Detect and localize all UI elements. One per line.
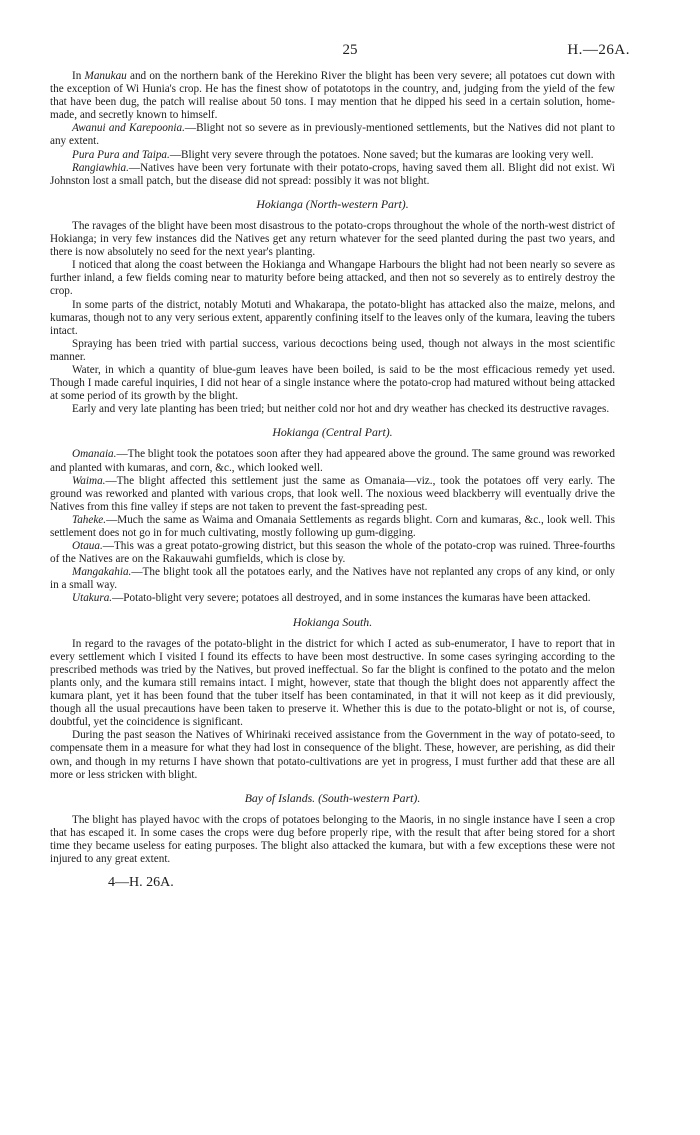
report-section	[50, 616, 615, 782]
paragraph	[50, 540, 615, 566]
paragraph	[50, 448, 615, 474]
paragraph-text: I noticed that along the coast between the Hokianga and Whangape Harbours the blight had not been nearly so severe as further inland, a few fields coming near to maturity before being attacked, and then not so severely as to entirely destroy the crop.	[50, 259, 615, 298]
paragraph	[50, 592, 615, 605]
paragraph-text: —Potato-blight very severe; potatoes all destroyed, and in some instances the kumaras have been attacked.	[112, 592, 591, 605]
paragraph	[50, 729, 615, 781]
place-name: Waima.	[72, 474, 106, 487]
paragraph-text: —Blight not so severe as in previously-mentioned settlements, but the Natives did not plant to any extent.	[50, 122, 616, 148]
paragraph-text: —Much the same as Waima and Omanaia Settlements as regards blight. Corn and kumaras, &c., look well. This settlement does not go in for much cultivating, mostly following up gum-digging.	[50, 513, 615, 539]
paragraph	[50, 299, 615, 338]
paragraph-text: —Blight very severe through the potatoes. None saved; but the kumaras are looking very well.	[169, 148, 594, 161]
place-name: Pura Pura and Taipa.	[72, 148, 170, 161]
paragraph	[50, 220, 615, 259]
paragraph-text: Early and very late planting has been tried; but neither cold nor hot and dry weather has checked its destructive ravages.	[72, 403, 610, 416]
paragraph	[50, 566, 615, 592]
signature-mark: 4—H. 26A.	[108, 875, 174, 891]
paragraph-text: —The blight affected this settlement just the same as Omanaia—viz., took the potatoes off very early. The ground was reworked and planted with various crops, that look well. The noxious weed blackberry will eventually drive the Natives from this fine valley if steps are not taken to prevent the fast-spreading pest.	[50, 474, 615, 513]
paragraph	[50, 122, 615, 148]
paragraph-lead: In	[72, 70, 85, 82]
place-name: Mangakahia.	[72, 566, 132, 579]
paragraph-text: The blight has played havoc with the crops of potatoes belonging to the Maoris, in no single instance have I seen a crop that has escaped it. In some cases the crops were dug before properly ripe, with the result that after being stored for a short time they became useless for eating purposes. The blight also attacked the kumara, but with a few exceptions these were not injured to any great extent.	[50, 813, 615, 866]
report-section	[50, 70, 615, 188]
document-code: H.—26A.	[567, 42, 630, 58]
section-heading: Hokianga (North-western Part).	[256, 196, 409, 211]
paragraph	[50, 638, 615, 730]
report-section	[50, 792, 615, 866]
place-name: Otaua.	[72, 540, 103, 553]
section-heading: Hokianga (Central Part).	[272, 425, 393, 440]
paragraph	[50, 514, 615, 540]
page-number: 25	[342, 42, 358, 58]
paragraph	[50, 149, 615, 162]
paragraph-text: During the past season the Natives of Whirinaki received assistance from the Government in the way of potato-seed, to compensate them in a measure for what they had lost in consequence of the blight. These, however, are perishing, as did their own, and though in my returns I have shown that potato-cultivations are yet in progress, I must further add that these are all more or less stricken with blight.	[50, 729, 615, 781]
paragraph	[50, 70, 615, 122]
report-section	[50, 198, 615, 417]
document-body	[50, 70, 615, 889]
paragraph-text: —The blight took the potatoes soon after they had appeared above the ground. The same ground was reworked and planted with kumaras, and corn, &c., which looked well.	[50, 448, 615, 474]
paragraph-text: In some parts of the district, notably Motuti and Whakarapa, the potato-blight has attacked also the maize, melons, and kumaras, though not to any very serious extent, apparently confining itself to the leaves only of the kumara, leaving the tubers intact.	[50, 298, 615, 337]
paragraph	[50, 364, 615, 403]
place-name: Omanaia.	[72, 448, 117, 461]
report-section	[50, 426, 615, 605]
paragraph-text: Spraying has been tried with partial success, various decoctions being used, though not always in the most scientific manner.	[50, 337, 615, 363]
paragraph-text: —This was a great potato-growing district, but this season the whole of the potato-crop was ruined. Three-fourths of the Natives are on the Rakauwahi gumfields, which is close by.	[50, 540, 615, 566]
place-name: Rangiawhia.	[72, 161, 129, 174]
paragraph	[50, 338, 615, 364]
section-heading: Hokianga South.	[292, 614, 373, 629]
paragraph-text: and on the northern bank of the Herekino River the blight has been very severe; all potatoes cut down with the exception of Wi Hunia's crop. He has the finest show of potatotops in the country, and, judging from the yield of the few that have been dug, the patch will realise about 50 tons. I may mention that he dipped his seed in a certain solution, home-made, and secretly known to himself.	[50, 70, 615, 122]
place-name: Awanui and Karepoonia.	[72, 122, 185, 135]
paragraph	[50, 259, 615, 298]
paragraph	[50, 162, 615, 188]
paragraph	[50, 475, 615, 514]
place-name: Manukau	[84, 70, 127, 82]
place-name: Taheke.	[72, 513, 107, 526]
paragraph-text: The ravages of the blight have been most disastrous to the potato-crops throughout the whole of the north-west district of Hokianga; in very few instances did the Natives get any return whatever for the seed planted during the past two years, and there is now absolutely no seed for the next year's planting.	[50, 219, 615, 259]
paragraph-text: Water, in which a quantity of blue-gum leaves have been boiled, is said to be the most efficacious remedy yet used. Though I made careful inquiries, I did not hear of a single instance where the potato-crop had matured without being attacked at some period of its growth by the blight.	[50, 363, 615, 403]
place-name: Utakura.	[72, 592, 113, 605]
paragraph	[50, 403, 615, 416]
paragraph	[50, 814, 615, 866]
paragraph-text: —Natives have been very fortunate with their potato-crops, having saved them all. Blight did not exist. Wi Johnston lost a small patch, but the disease did not spread: possibly it was not blight.	[50, 161, 615, 187]
paragraph-text: In regard to the ravages of the potato-blight in the district for which I acted as sub-enumerator, I have to report that in every settlement which I visited I found its effects to have been most destructive. In some cases syringing according to the prescribed methods was tried by the Natives, but proved ineffectual. So far the blight is confined to the potato and the melon plants only, and the kumara still remains intact. I might, however, state that though the blight does not apparently affect the kumara plant, yet it has been found that the tuber itself has been contaminated, in that it will not keep as it did previously, though all the usual precautions have been taken to preserve it. Whether this is due to the potato-blight or not is, of course, doubtful, yet the coincidence is significant.	[50, 637, 615, 729]
paragraph-text: —The blight took all the potatoes early, and the Natives have not replanted any crops of any kind, or only in a small way.	[50, 566, 615, 592]
section-heading: Bay of Islands. (South-western Part).	[244, 790, 421, 805]
